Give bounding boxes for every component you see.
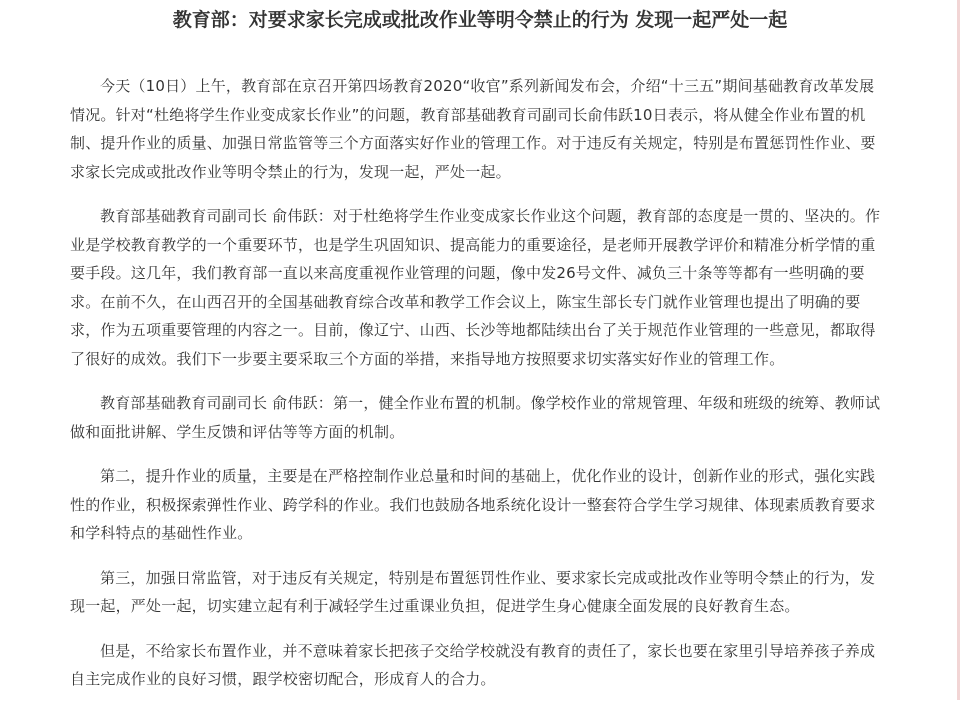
paragraph-parents-role: 但是，不给家长布置作业，并不意味着家长把孩子交给学校就没有教育的责任了，家长也要在家里引导培养孩子养成自主完成作业的良好习惯，跟学校密切配合，形成育人的合力。 [70,641,876,688]
article-title: 教育部：对要求家长完成或批改作业等明令禁止的行为 发现一起严处一起 [172,9,788,31]
paragraph-quote-attitude: 教育部基础教育司副司长 俞伟跃：对于杜绝将学生作业变成家长作业这个问题，教育部的态度是一贯的、坚决的。作业是学校教育教学的一个重要环节，也是学生巩固知识、提高能力的重要途径，是老师开展教学评价和精准分析学情的重要手段。这几年，我们教育部一直以来高度重视作业管理的问题，像中发26号文件、减负三十条等等都有一些明确的要求。在前不久，在山西召开的全国基础教育综合改革和教学工作会议上，陈宝生部长专门就作业管理也提出了明确的要求，作为五项重要管理的内容之一。目前，像辽宁、山西、长沙等地都陆续出台了关于规范作业管理的一些意见，都取得了很好的成效。我们下一步要主要采取三个方面的举措，来指导地方按照要求切实落实好作业的管理工作。 [70,207,881,368]
paragraph-measure-two: 第二，提升作业的质量，主要是在严格控制作业总量和时间的基础上，优化作业的设计，创新作业的形式，强化实践性的作业，积极探索弹性作业、跨学科的作业。我们也鼓励各地系统化设计一整套符合学生学习规律、体现素质教育要求和学科特点的基础性作业。 [70,467,876,542]
paragraph-measure-one: 教育部基础教育司副司长 俞伟跃：第一，健全作业布置的机制。像学校作业的常规管理、年级和班级的统筹、教师试做和面批讲解、学生反馈和评估等等方面的机制。 [70,394,881,441]
paragraph-measure-three: 第三，加强日常监管，对于违反有关规定，特别是布置惩罚性作业、要求家长完成或批改作业等明令禁止的行为，发现一起，严处一起，切实建立起有利于减轻学生过重课业负担，促进学生身心健康全面发展的良好教育生态。 [70,568,876,615]
paragraph-intro: 今天（10日）上午，教育部在京召开第四场教育2020“收官”系列新闻发布会，介绍“十三五”期间基础教育改革发展情况。针对“杜绝将学生作业变成家长作业”的问题，教育部基础教育司副司长俞伟跃10日表示，将从健全作业布置的机制、提升作业的质量、加强日常监管等三个方面落实好作业的管理工作。对于违反有关规定，特别是布置惩罚性作业、要求家长完成或批改作业等明令禁止的行为，发现一起，严处一起。 [70,77,876,181]
article-body [70,72,882,710]
